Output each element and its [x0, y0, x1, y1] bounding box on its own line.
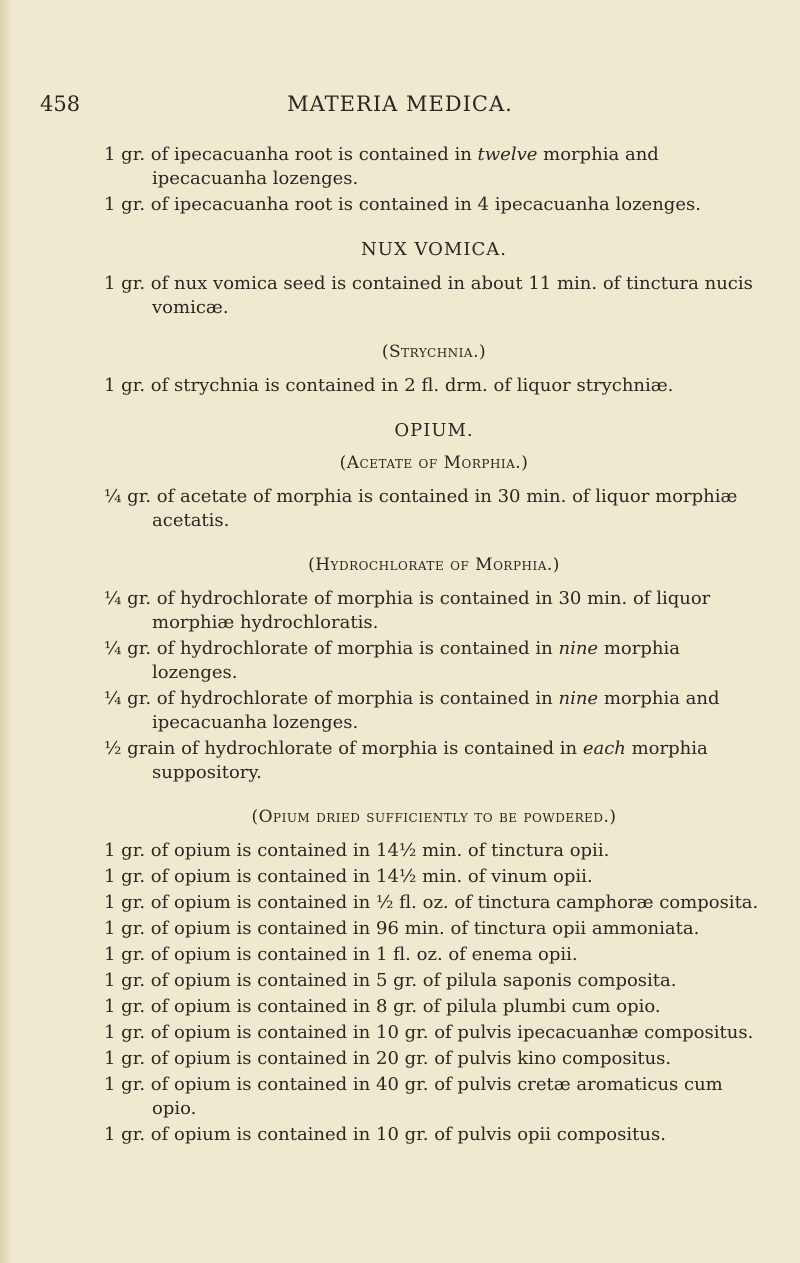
hydrochlorate-entry-1: ¼ gr. of hydrochlorate of morphia is contained in 30 min. of liquor morphiæ hydrochloratis. — [104, 588, 711, 633]
subheading-opium-dried: (Opium dried sufficiently to be powdered.) — [251, 807, 617, 827]
page-edge-shadow — [0, 0, 12, 1263]
opium-entry: 1 gr. of opium is contained in 1 fl. oz. of enema opii. — [104, 944, 578, 965]
nux-entry-1: 1 gr. of nux vomica seed is contained in about 11 min. of tinctura nucis vomicæ. — [104, 273, 753, 318]
page-number: 458 — [40, 92, 81, 116]
subheading-strychnia: (Strychnia.) — [381, 342, 487, 362]
ipecac-entry-2: 1 gr. of ipecacuanha root is contained in 4 ipecacuanha lozenges. — [104, 194, 701, 215]
subheading-acetate-of-morphia: (Acetate of Morphia.) — [339, 453, 529, 473]
opium-entry: 1 gr. of opium is contained in 5 gr. of pilula saponis composita. — [104, 970, 677, 991]
running-title: MATERIA MEDICA. — [287, 92, 513, 116]
page-header — [40, 92, 760, 122]
opium-entry: 1 gr. of opium is contained in 40 gr. of pulvis cretæ aromaticus cum opio. — [104, 1074, 723, 1119]
acetate-entry-1: ¼ gr. of acetate of morphia is contained in 30 min. of liquor morphiæ acetatis. — [104, 486, 738, 531]
opium-entry: 1 gr. of opium is contained in ½ fl. oz. of tinctura camphoræ composita. — [104, 892, 759, 913]
opium-entry: 1 gr. of opium is contained in 96 min. of tinctura opii ammoniata. — [104, 918, 700, 939]
hydrochlorate-entry-4: ½ grain of hydrochlorate of morphia is contained in each morphia suppository. — [104, 738, 708, 783]
opium-entry: 1 gr. of opium is contained in 14½ min. of tinctura opii. — [104, 840, 610, 861]
opium-entry: 1 gr. of opium is contained in 20 gr. of pulvis kino compositus. — [104, 1048, 672, 1069]
opium-entry: 1 gr. of opium is contained in 10 gr. of pulvis opii compositus. — [104, 1124, 666, 1145]
section-heading-nux-vomica: NUX VOMICA. — [361, 239, 507, 260]
strychnia-entry-1: 1 gr. of strychnia is contained in 2 fl. drm. of liquor strychniæ. — [104, 375, 674, 396]
opium-entry: 1 gr. of opium is contained in 10 gr. of pulvis ipecacuanhæ compositus. — [104, 1022, 754, 1043]
opium-entry: 1 gr. of opium is contained in 14½ min. of vinum opii. — [104, 866, 593, 887]
section-heading-opium: OPIUM. — [394, 420, 474, 441]
ipecac-entry-1: 1 gr. of ipecacuanha root is contained in twelve morphia and ipecacuanha lozenges. — [104, 144, 659, 189]
opium-entry: 1 gr. of opium is contained in 8 gr. of pilula plumbi cum opio. — [104, 996, 661, 1017]
subheading-hydrochlorate-of-morphia: (Hydrochlorate of Morphia.) — [308, 555, 560, 575]
hydrochlorate-entry-3: ¼ gr. of hydrochlorate of morphia is contained in nine morphia and ipecacuanha lozenges. — [104, 688, 720, 733]
page-content — [104, 143, 764, 1149]
hydrochlorate-entry-2: ¼ gr. of hydrochlorate of morphia is contained in nine morphia lozenges. — [104, 638, 680, 683]
